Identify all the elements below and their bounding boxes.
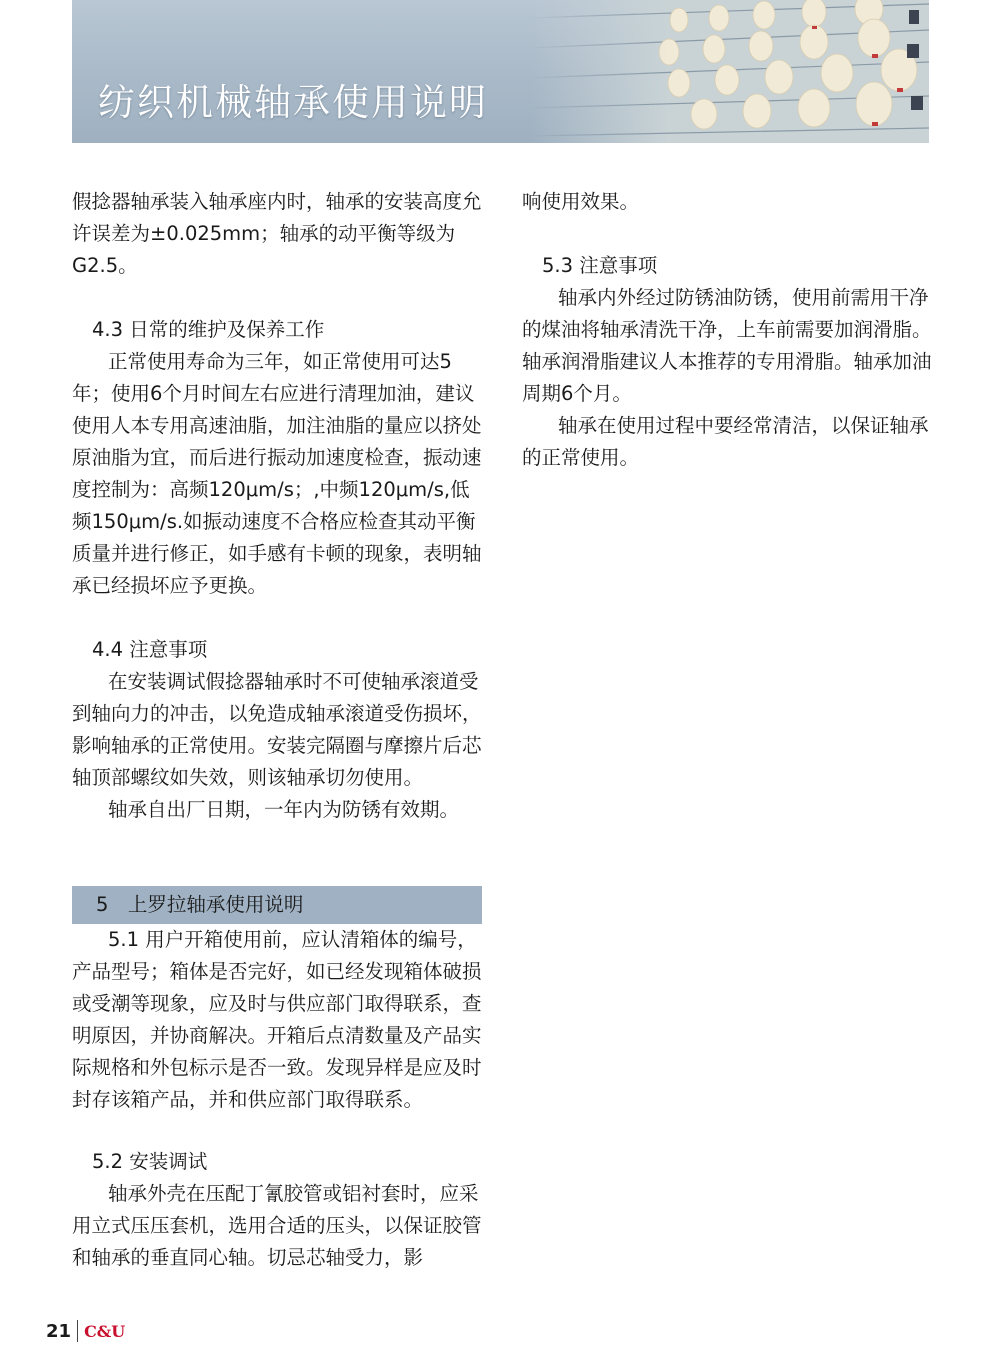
brand-logo: C&U: [84, 1321, 126, 1341]
paragraph-continuation: 响使用效果。: [522, 190, 640, 213]
heading-4-3: 4.3 日常的维护及保养工作: [92, 318, 325, 341]
section-5-heading: 5 上罗拉轴承使用说明: [72, 886, 482, 924]
heading-4-4: 4.4 注意事项: [92, 638, 208, 661]
page-title: 纺织机械轴承使用说明: [98, 81, 488, 124]
paragraph-5-2: 轴承外壳在压配丁氰胶管或铝衬套时，应采用立式压压套机，选用合适的压头，以保证胶管和轴承的垂直同心轴。切忌芯轴受力，影: [72, 1182, 482, 1269]
page-number: 21: [46, 1320, 72, 1342]
page-footer: [46, 1318, 125, 1344]
paragraph-5-1: 5.1 用户开箱使用前，应认清箱体的编号，产品型号；箱体是否完好，如已经发现箱体破损或受潮等现象，应及时与供应部门取得联系，查明原因，并协商解决。开箱后点清数量及产品实际规格和外包标示是否一致。发现异样是应及时封存该箱产品，并和供应部门取得联系。: [72, 928, 482, 1111]
paragraph-5-3b: 轴承在使用过程中要经常清洁，以保证轴承的正常使用。: [522, 414, 929, 469]
textile-machinery-photo: [529, 0, 929, 143]
paragraph-4-4b: 轴承自出厂日期，一年内为防锈有效期。: [108, 798, 460, 821]
paragraph-5-3a: 轴承内外经过防锈油防锈，使用前需用干净的煤油将轴承清洗干净，上车前需要加润滑脂。轴承润滑脂建议人本推荐的专用滑脂。轴承加油周期6个月。: [522, 286, 932, 405]
left-column: [72, 186, 482, 1274]
paragraph-intro: 假捻器轴承装入轴承座内时，轴承的安装高度允许误差为±0.025mm；轴承的动平衡等级为G2.5。: [72, 190, 482, 277]
right-column: [522, 186, 932, 474]
header-banner: [72, 0, 929, 143]
heading-5-2: 5.2 安装调试: [92, 1150, 208, 1173]
footer-divider: [77, 1320, 78, 1342]
paragraph-4-3: 正常使用寿命为三年，如正常使用可达5年；使用6个月时间左右应进行清理加油，建议使用人本专用高速油脂，加注油脂的量应以挤处原油脂为宜，而后进行振动加速度检查，振动速度控制为：高频120μm/s；,中频120μm/s,低频150μm/s.如振动速度不合格应检查其动平衡质量并进行修正，如手感有卡顿的现象，表明轴承已经损坏应予更换。: [72, 350, 482, 597]
heading-5-3: 5.3 注意事项: [542, 254, 658, 277]
paragraph-4-4a: 在安装调试假捻器轴承时不可使轴承滚道受到轴向力的冲击，以免造成轴承滚道受伤损坏，影响轴承的正常使用。安装完隔圈与摩擦片后芯轴顶部螺纹如失效，则该轴承切勿使用。: [72, 670, 482, 789]
